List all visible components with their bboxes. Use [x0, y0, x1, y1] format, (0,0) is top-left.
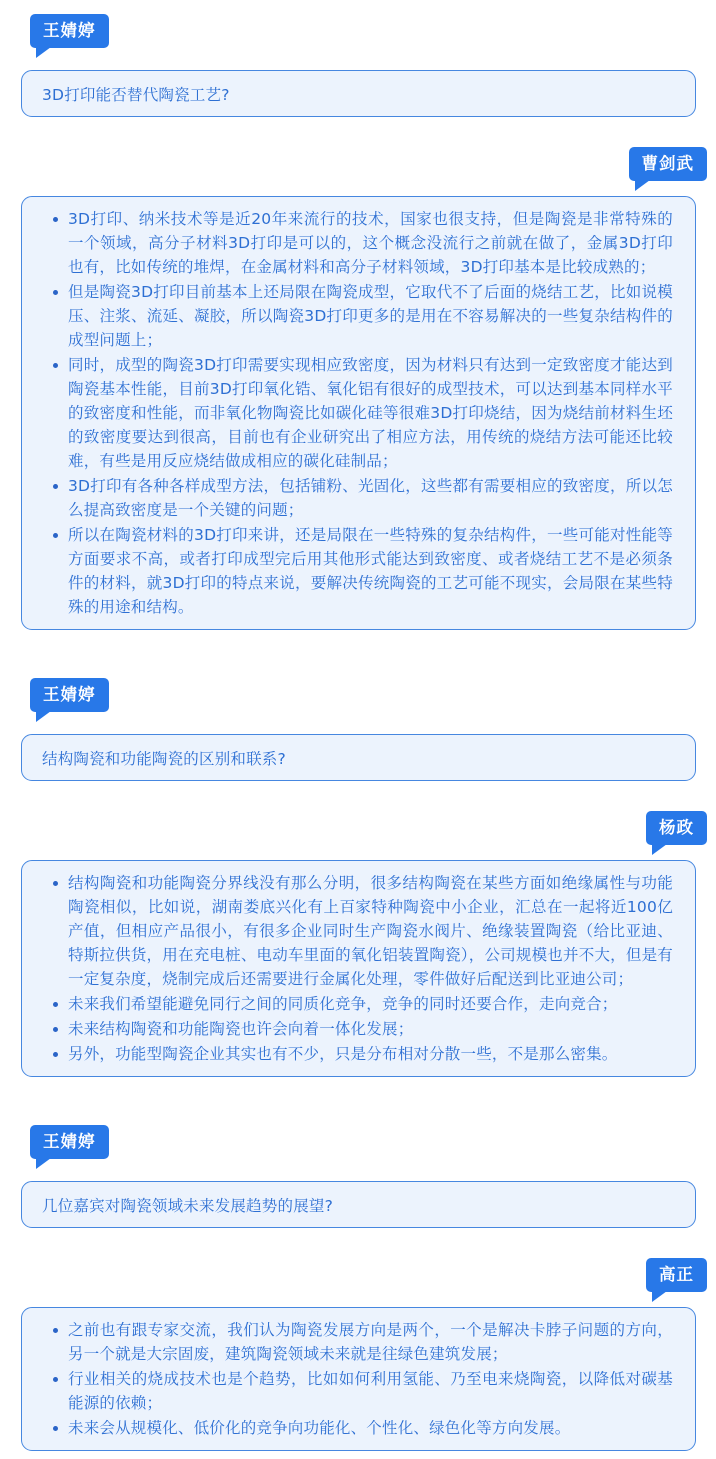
qa-section: [0, 678, 716, 1077]
speaker-badge: 曹剑武: [629, 147, 708, 181]
answer-bullet-list: [42, 1318, 673, 1440]
speaker-badge: 王婧婷: [30, 678, 109, 712]
answer-bullet: 另外，功能型陶瓷企业其实也有不少，只是分布相对分散一些，不是那么密集。: [68, 1042, 673, 1066]
guest-badge-row: [0, 147, 716, 181]
qa-section: [0, 1125, 716, 1451]
interviewer-badge-row: [0, 678, 716, 712]
question-bubble: [21, 1181, 696, 1228]
answer-bubble: [21, 196, 696, 630]
speaker-badge: 杨政: [646, 811, 707, 845]
guest-badge-row: [0, 1258, 716, 1292]
answer-bullet: 之前也有跟专家交流，我们认为陶瓷发展方向是两个，一个是解决卡脖子问题的方向，另一个就是大宗固废，建筑陶瓷领域未来就是往绿色建筑发展；: [68, 1318, 673, 1366]
answer-bullet: 未来我们希望能避免同行之间的同质化竞争，竞争的同时还要合作，走向竞合；: [68, 992, 673, 1016]
question-bubble: [21, 734, 696, 781]
answer-bullet: 但是陶瓷3D打印目前基本上还局限在陶瓷成型，它取代不了后面的烧结工艺，比如说模压、注浆、流延、凝胶，所以陶瓷3D打印更多的是用在不容易解决的一些复杂结构件的成型问题上；: [68, 280, 673, 352]
answer-bullet: 所以在陶瓷材料的3D打印来讲，还是局限在一些特殊的复杂结构件，一些可能对性能等方面要求不高，或者打印成型完后用其他形式能达到致密度、或者烧结工艺不是必须条件的材料，就3D打印的特点来说，要解决传统陶瓷的工艺可能不现实，会局限在某些特殊的用途和结构。: [68, 523, 673, 619]
answer-bullet: 行业相关的烧成技术也是个趋势，比如如何利用氢能、乃至电来烧陶瓷，以降低对碳基能源的依赖；: [68, 1367, 673, 1415]
answer-bullet: 未来结构陶瓷和功能陶瓷也许会向着一体化发展；: [68, 1017, 673, 1041]
speaker-badge: 高正: [646, 1258, 707, 1292]
answer-bullet: 3D打印、纳米技术等是近20年来流行的技术，国家也很支持，但是陶瓷是非常特殊的一个领域，高分子材料3D打印是可以的，这个概念没流行之前就在做了，金属3D打印也有，比如传统的堆焊，在金属材料和高分子材料领域，3D打印基本是比较成熟的；: [68, 207, 673, 279]
answer-bullet: 3D打印有各种各样成型方法，包括铺粉、光固化，这些都有需要相应的致密度，所以怎么提高致密度是一个关键的问题；: [68, 474, 673, 522]
answer-bullet: 同时，成型的陶瓷3D打印需要实现相应致密度，因为材料只有达到一定致密度才能达到陶瓷基本性能，目前3D打印氧化锆、氧化铝有很好的成型技术，可以达到基本同样水平的致密度和性能，而非氧化物陶瓷比如碳化硅等很难3D打印烧结，因为烧结前材料生坯的致密度要达到很高，目前也有企业研究出了相应方法，用传统的烧结方法可能还比较难，有些是用反应烧结做成相应的碳化硅制品；: [68, 353, 673, 473]
interviewer-badge-row: [0, 1125, 716, 1159]
question-text: 3D打印能否替代陶瓷工艺?: [42, 85, 230, 104]
interviewer-badge-row: [0, 14, 716, 48]
answer-bubble: [21, 860, 696, 1077]
answer-bullet-list: [42, 871, 673, 1066]
answer-bullet: 未来会从规模化、低价化的竞争向功能化、个性化、绿色化等方向发展。: [68, 1416, 673, 1440]
qa-section: [0, 14, 716, 630]
question-text: 结构陶瓷和功能陶瓷的区别和联系?: [42, 749, 286, 768]
question-bubble: [21, 70, 696, 117]
question-text: 几位嘉宾对陶瓷领域未来发展趋势的展望?: [42, 1196, 334, 1215]
guest-badge-row: [0, 811, 716, 845]
speaker-badge: 王婧婷: [30, 14, 109, 48]
answer-bubble: [21, 1307, 696, 1451]
answer-bullet-list: [42, 207, 673, 619]
speaker-badge: 王婧婷: [30, 1125, 109, 1159]
answer-bullet: 结构陶瓷和功能陶瓷分界线没有那么分明，很多结构陶瓷在某些方面如绝缘属性与功能陶瓷相似，比如说，湖南娄底兴化有上百家特种陶瓷中小企业，汇总在一起将近100亿产值，但相应产品很小，有很多企业同时生产陶瓷水阀片、绝缘装置陶瓷（给比亚迪、特斯拉供货，用在充电桩、电动车里面的氧化铝装置陶瓷），公司规模也并不大，但是有一定复杂度，烧制完成后还需要进行金属化处理，零件做好后配送到比亚迪公司；: [68, 871, 673, 991]
